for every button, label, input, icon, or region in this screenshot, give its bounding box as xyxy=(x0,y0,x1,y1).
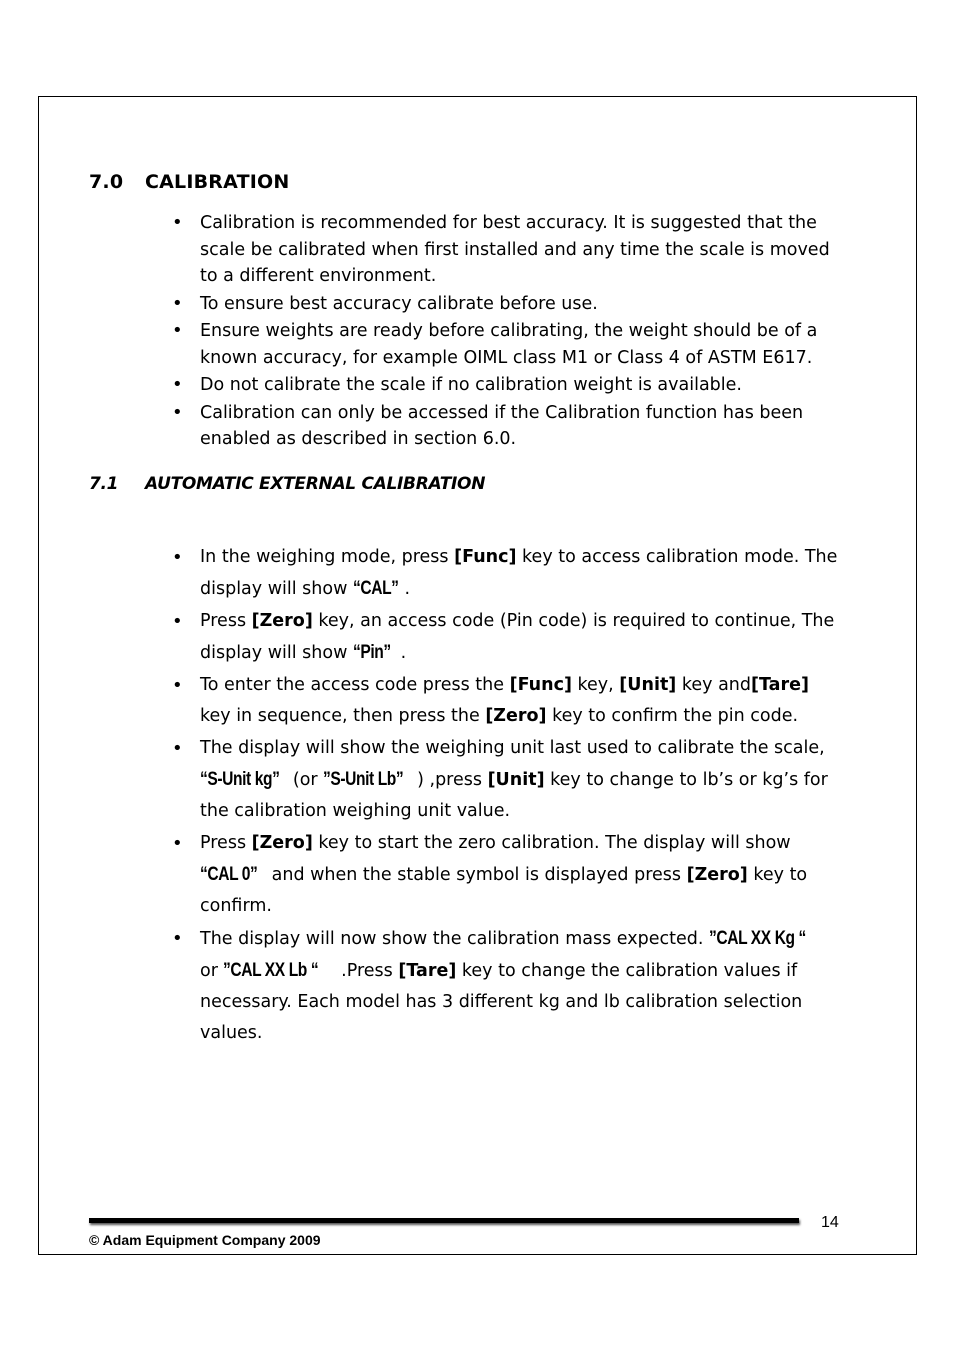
step-text: key, an access code (Pin code) is required to continue, The display will show xyxy=(200,611,835,663)
step-text: key to change to lb’s or kg’s for the calibration weighing unit value. xyxy=(200,770,828,821)
page-number: 14 xyxy=(821,1214,839,1231)
list-item: • Do not calibrate the scale if no calibration weight is available. xyxy=(200,372,845,399)
display-readout: ”CAL XX Lb “ xyxy=(223,960,319,981)
step-text: . xyxy=(395,643,407,663)
step-text: or xyxy=(200,961,224,981)
key-label: [Zero] xyxy=(686,865,748,885)
step-text: To enter the access code press the xyxy=(200,675,510,695)
subsection-heading xyxy=(89,474,485,494)
display-readout: ”S-Unit Lb” xyxy=(323,769,404,790)
step-text: key to confirm. xyxy=(200,865,808,916)
list-item xyxy=(200,606,845,669)
section-title: CALIBRATION xyxy=(145,171,290,193)
copyright-notice: © Adam Equipment Company 2009 xyxy=(89,1232,321,1248)
list-item: • Calibration can only be accessed if the Calibration function has been enabled as described in section 6.0. xyxy=(200,400,845,453)
section-heading xyxy=(89,171,289,193)
step-text: key in sequence, then press the xyxy=(200,706,486,726)
subsection-title: AUTOMATIC EXTERNAL CALIBRATION xyxy=(145,474,486,494)
key-label: [Tare] xyxy=(751,675,809,695)
footer-divider xyxy=(89,1218,799,1223)
section-number: 7.0 xyxy=(89,171,124,193)
display-readout: “CAL 0” xyxy=(200,864,258,885)
step-text: . xyxy=(404,579,411,599)
list-item: • Calibration is recommended for best accuracy. It is suggested that the scale be calibrated when first installed and any time the scale is moved to a different environment. xyxy=(200,210,845,290)
display-readout: “Pin” xyxy=(352,642,391,663)
key-label: [Unit] xyxy=(619,675,677,695)
step-text: key to confirm the pin code. xyxy=(546,706,799,726)
key-label: [Tare] xyxy=(398,961,457,981)
display-readout: “CAL” xyxy=(352,578,399,599)
list-item: • To ensure best accuracy calibrate before use. xyxy=(200,291,845,318)
key-label: [Zero] xyxy=(251,833,313,853)
list-item xyxy=(200,828,845,922)
step-text: key to access calibration mode. The display will show xyxy=(200,547,838,599)
key-label: [Zero] xyxy=(485,706,547,726)
key-label: [Func] xyxy=(509,675,572,695)
step-text: Press xyxy=(200,833,252,853)
calibration-steps-list xyxy=(200,542,845,1050)
step-text: key to start the zero calibration. The display will show xyxy=(312,833,791,853)
key-label: [Unit] xyxy=(487,770,545,790)
step-text: key, xyxy=(571,675,620,695)
key-label: [Func] xyxy=(454,547,517,567)
step-text: and when the stable symbol is displayed press xyxy=(266,865,687,885)
display-readout: ”CAL XX Kg “ xyxy=(708,928,806,949)
step-text: .Press xyxy=(335,961,399,981)
step-text: In the weighing mode, press xyxy=(200,547,455,567)
step-text: The display will show the weighing unit last used to calibrate the scale, xyxy=(200,738,825,758)
list-item xyxy=(200,923,845,1049)
list-item xyxy=(200,542,845,605)
step-text: key and xyxy=(676,675,751,695)
list-item: • Ensure weights are ready before calibrating, the weight should be of a known accuracy, for example OIML class M1 or Class 4 of ASTM E617. xyxy=(200,318,845,371)
display-readout: “S-Unit kg” xyxy=(200,769,280,790)
step-text: key to change the calibration values if necessary. Each model has 3 different kg and lb calibration selection values. xyxy=(200,961,803,1043)
list-item xyxy=(200,670,845,732)
step-text: (or xyxy=(292,770,324,790)
step-text: The display will now show the calibration mass expected. xyxy=(200,929,709,949)
list-item xyxy=(200,733,845,827)
step-text: Press xyxy=(200,611,252,631)
key-label: [Zero] xyxy=(251,611,313,631)
subsection-number: 7.1 xyxy=(89,474,119,494)
step-text: ) ,press xyxy=(417,770,488,790)
calibration-notes-list xyxy=(200,210,845,454)
